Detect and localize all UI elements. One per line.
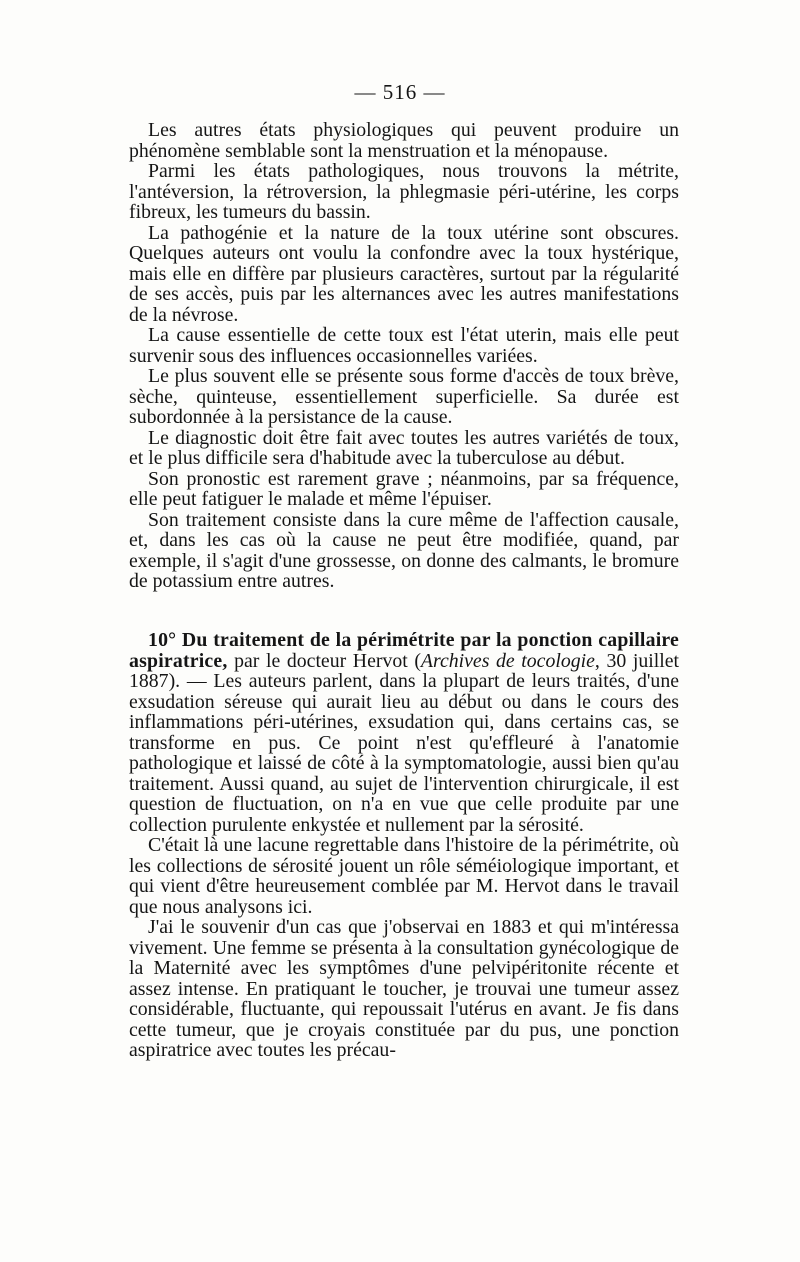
section-heading: 10° Du traitement de la périmétrite par la ponction capillaire aspiratrice, xyxy=(129,629,679,672)
page-number: — 516 — xyxy=(354,80,446,104)
paragraph: J'ai le souvenir d'un cas que j'observai en 1883 et qui m'intéressa vivement. Une femme se présenta à la consultation gynécologique de la Maternité avec les symptômes d'une pelvipéritonite récente et assez intense. En pratiquant le toucher, je trouvai une tumeur assez considérable, fluctuante, qui repoussait l'utérus en avant. Je fis dans cette tumeur, que je croyais constituée par du pus, une ponction aspiratrice avec toutes les précau- xyxy=(129,916,679,1061)
paragraph: Parmi les états pathologiques, nous trouvons la métrite, l'antéversion, la rétroversion, la phlegmasie péri-utérine, les corps fibreux, les tumeurs du bassin. xyxy=(129,160,679,223)
journal-title: Archives de tocologie xyxy=(420,649,595,672)
paragraph: C'était là une lacune regrettable dans l'histoire de la périmétrite, où les collections de sérosité jouent un rôle séméiologique important, et qui vient d'être heureusement comblée par M. Hervot dans le travail que nous analysons ici. xyxy=(129,834,679,918)
section-text-block xyxy=(129,630,679,1061)
paragraph: Le diagnostic doit être fait avec toutes les autres variétés de toux, et le plus difficile sera d'habitude avec la tuberculose au début. xyxy=(129,426,679,469)
paragraph: Son pronostic est rarement grave ; néanmoins, par sa fréquence, elle peut fatiguer le malade et même l'épuiser. xyxy=(129,467,679,510)
paragraph: La pathogénie et la nature de la toux utérine sont obscures. Quelques auteurs ont voulu la confondre avec la toux hystérique, mais elle en diffère par plusieurs caractères, surtout par la régularité de ses accès, puis par les alternances avec les autres manifestations de la névrose. xyxy=(129,221,679,326)
paragraph: Les autres états physiologiques qui peuvent produire un phénomène semblable sont la menstruation et la ménopause. xyxy=(129,119,679,162)
paragraph: Le plus souvent elle se présente sous forme d'accès de toux brève, sèche, quinteuse, essentiellement superficielle. Sa durée est subordonnée à la persistance de la cause. xyxy=(129,365,679,428)
section-author: par le docteur Hervot ( xyxy=(227,649,421,672)
intro-text-block xyxy=(129,120,679,592)
section-intro-paragraph xyxy=(129,630,679,835)
paragraph: Son traitement consiste dans la cure même de l'affection causale, et, dans les cas où la cause ne peut être modifiée, quand, par exemple, il s'agit d'une grossesse, on donne des calmants, le bromure de potassium entre autres. xyxy=(129,508,679,592)
section-intro-text: , 30 juillet 1887). — Les auteurs parlent, dans la plupart de leurs traités, d'une exsudation séreuse qui aurait lieu au début ou dans le cours des inflammations péri-utérines, exsudation qui, dans certains cas, se transforme en pus. Ce point n'est qu'effleuré à l'anatomie pathologique et laissé de côté à la symptomatologie, aussi bien qu'au traitement. Aussi quand, au sujet de l'intervention chirurgicale, il est question de fluctuation, on n'a en vue que celle produite par une collection purulente enkystée et nullement par la sérosité. xyxy=(129,649,679,836)
paragraph: La cause essentielle de cette toux est l'état uterin, mais elle peut survenir sous des influences occasionnelles variées. xyxy=(129,324,679,367)
